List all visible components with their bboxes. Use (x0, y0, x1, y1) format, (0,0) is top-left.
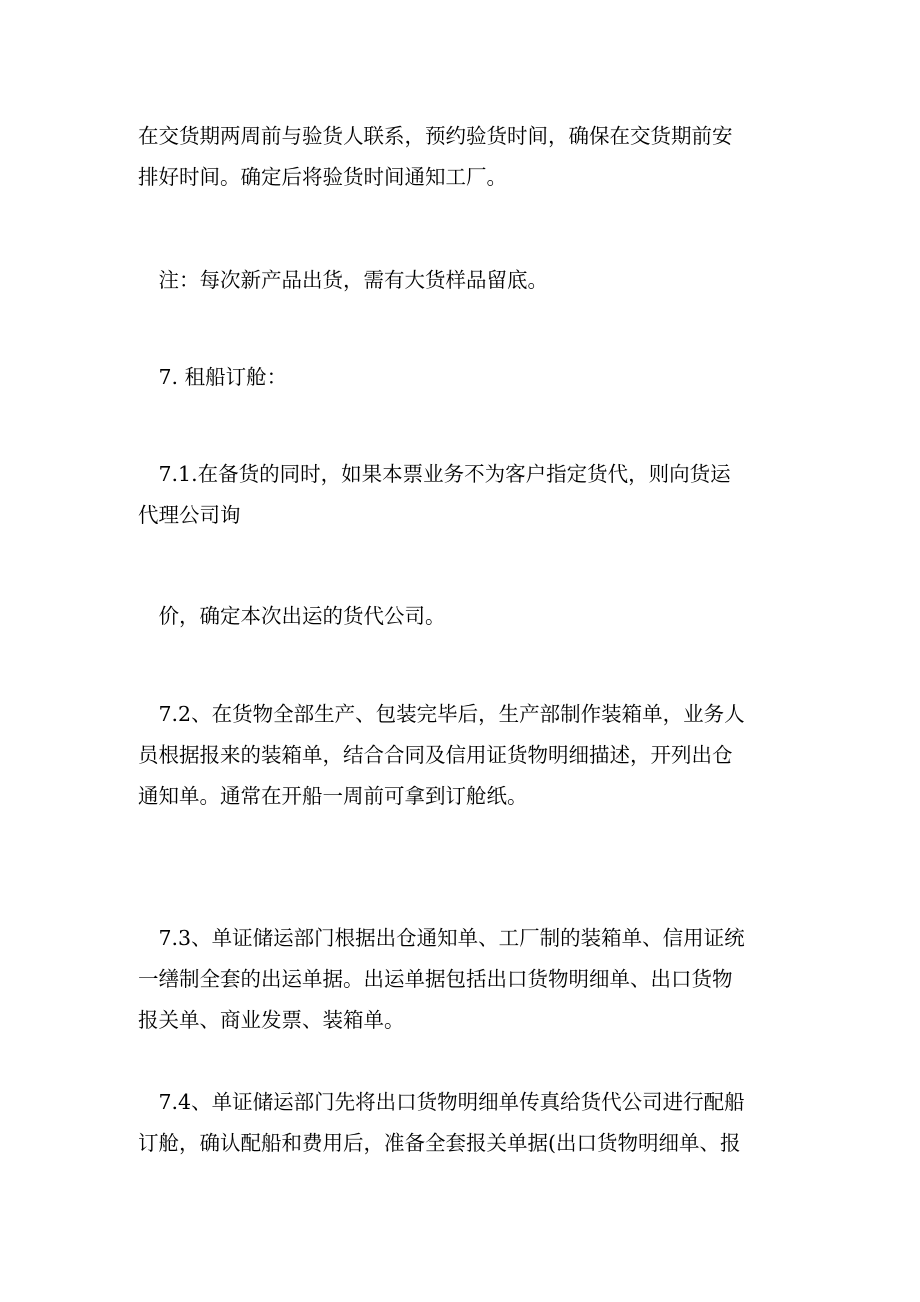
text-line: 排好时间。确定后将验货时间通知工厂。 (138, 165, 507, 189)
text-line: 通知单。通常在开船一周前可拿到订舱纸。 (138, 784, 528, 808)
section-heading-7 (138, 357, 783, 398)
text-line: 7.1.在备货的同时，如果本票业务不为客户指定货代，则向货运 (138, 462, 731, 486)
text-line: 代理公司询 (138, 503, 241, 527)
paragraph-7-3 (138, 918, 783, 1041)
text-line: 在交货期两周前与验货人联系，预约验货时间，确保在交货期前安 (138, 124, 733, 148)
paragraph-7-1-continued (138, 596, 783, 637)
text-line: 7. 租船订舱： (138, 365, 288, 389)
text-line: 订舱，确认配船和费用后，准备全套报关单据(出口货物明细单、报 (138, 1131, 741, 1155)
text-line: 7.2、在货物全部生产、包装完毕后，生产部制作装箱单，业务人 (138, 702, 745, 726)
text-line: 一缮制全套的出运单据。出运单据包括出口货物明细单、出口货物 (138, 967, 733, 991)
text-line: 员根据报来的装箱单，结合合同及信用证货物明细描述，开列出仓 (138, 743, 733, 767)
paragraph-note-samples (138, 260, 783, 301)
text-line: 报关单、商业发票、装箱单。 (138, 1008, 405, 1032)
paragraph-inspection-booking (138, 116, 783, 198)
paragraph-7-1 (138, 454, 783, 536)
text-line: 7.4、单证储运部门先将出口货物明细单传真给货代公司进行配船 (138, 1090, 745, 1114)
paragraph-7-4 (138, 1082, 783, 1164)
text-line: 价，确定本次出运的货代公司。 (138, 604, 446, 628)
text-line: 注：每次新产品出货，需有大货样品留底。 (138, 268, 548, 292)
paragraph-7-2 (138, 694, 783, 817)
text-line: 7.3、单证储运部门根据出仓通知单、工厂制的装箱单、信用证统 (138, 926, 745, 950)
